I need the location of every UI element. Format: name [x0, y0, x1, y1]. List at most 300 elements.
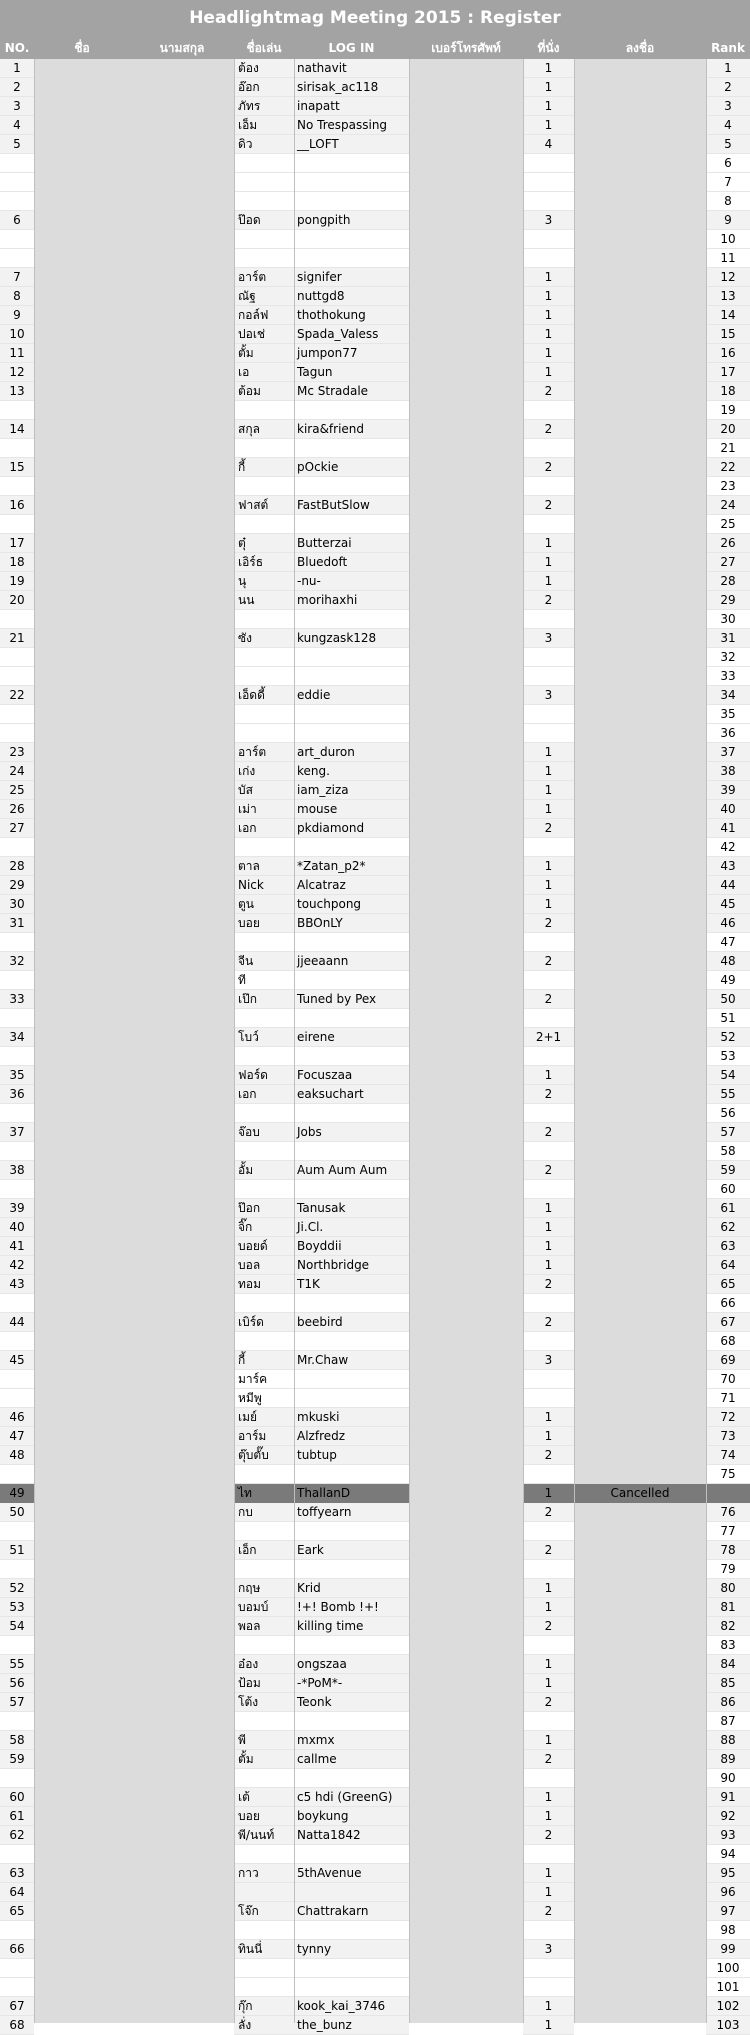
- rank: 31: [706, 629, 750, 648]
- login: eaksuchart: [294, 1085, 409, 1104]
- nickname: กบ: [234, 1503, 294, 1522]
- row-number: [0, 838, 34, 857]
- seats: [523, 154, 574, 173]
- row-number: [0, 1047, 34, 1066]
- seats: 1: [523, 59, 574, 78]
- row-number: 30: [0, 895, 34, 914]
- row-number: [0, 1294, 34, 1313]
- seats: 1: [523, 116, 574, 135]
- nickname: เมย์: [234, 1408, 294, 1427]
- rank: 58: [706, 1142, 750, 1161]
- login: [294, 1370, 409, 1389]
- seats: 1: [523, 1579, 574, 1598]
- rank: 100: [706, 1959, 750, 1978]
- seats: 1: [523, 1807, 574, 1826]
- table-row: [0, 1085, 750, 1104]
- login: tynny: [294, 1940, 409, 1959]
- row-number: 42: [0, 1256, 34, 1275]
- nickname: ตั้ม: [234, 1750, 294, 1769]
- rank: 19: [706, 401, 750, 420]
- nickname: เอ็ดดี้: [234, 686, 294, 705]
- seats: 1: [523, 2016, 574, 2035]
- row-number: 27: [0, 819, 34, 838]
- row-number: [0, 1959, 34, 1978]
- col-login-header: LOG IN: [294, 37, 409, 59]
- seats: 2: [523, 990, 574, 1009]
- row-number: 18: [0, 553, 34, 572]
- seats: [523, 610, 574, 629]
- login: inapatt: [294, 97, 409, 116]
- nickname: กอล์ฟ: [234, 306, 294, 325]
- rank: 45: [706, 895, 750, 914]
- login: nathavit: [294, 59, 409, 78]
- login: Krid: [294, 1579, 409, 1598]
- table-row: [0, 1465, 750, 1484]
- table-row: [0, 363, 750, 382]
- table-row: [0, 1997, 750, 2016]
- rank: 14: [706, 306, 750, 325]
- rank: 6: [706, 154, 750, 173]
- table-row: [0, 1978, 750, 1997]
- row-number: 53: [0, 1598, 34, 1617]
- nickname: [234, 1047, 294, 1066]
- rank: 57: [706, 1123, 750, 1142]
- rank: 53: [706, 1047, 750, 1066]
- seats: [523, 1370, 574, 1389]
- nickname: ลั่ง: [234, 2016, 294, 2035]
- login: Boyddii: [294, 1237, 409, 1256]
- rank: 83: [706, 1636, 750, 1655]
- login: 5thAvenue: [294, 1864, 409, 1883]
- row-number: [0, 724, 34, 743]
- nickname: มาร์ค: [234, 1370, 294, 1389]
- nickname: [234, 1294, 294, 1313]
- table-row: [0, 1788, 750, 1807]
- nickname: เอ็ม: [234, 116, 294, 135]
- row-number: 25: [0, 781, 34, 800]
- seats: 1: [523, 743, 574, 762]
- row-number: [0, 1522, 34, 1541]
- rank: 62: [706, 1218, 750, 1237]
- rank: 86: [706, 1693, 750, 1712]
- nickname: อ๊อก: [234, 78, 294, 97]
- rank: 46: [706, 914, 750, 933]
- row-number: 36: [0, 1085, 34, 1104]
- login: kungzask128: [294, 629, 409, 648]
- seats: [523, 933, 574, 952]
- rank: 95: [706, 1864, 750, 1883]
- table-row: [0, 1769, 750, 1788]
- seats: 1: [523, 800, 574, 819]
- seats: 2: [523, 591, 574, 610]
- table-row: [0, 1655, 750, 1674]
- row-number: 31: [0, 914, 34, 933]
- nickname: [234, 1959, 294, 1978]
- table-row: [0, 1959, 750, 1978]
- nickname: เอ: [234, 363, 294, 382]
- login: [294, 1104, 409, 1123]
- table-row: [0, 1028, 750, 1047]
- nickname: [234, 1883, 294, 1902]
- seats: 2: [523, 1275, 574, 1294]
- table-row: [0, 1636, 750, 1655]
- login: [294, 1009, 409, 1028]
- table-row: [0, 1598, 750, 1617]
- column-separator: [294, 59, 295, 2023]
- nickname: ฟอร์ด: [234, 1066, 294, 1085]
- seats: [523, 1142, 574, 1161]
- login: pongpith: [294, 211, 409, 230]
- nickname: นน: [234, 591, 294, 610]
- table-row: [0, 1883, 750, 1902]
- nickname: ปอเช่: [234, 325, 294, 344]
- login: Butterzai: [294, 534, 409, 553]
- table-row: [0, 211, 750, 230]
- rank: [706, 1484, 750, 1503]
- login: [294, 838, 409, 857]
- login: Mc Stradale: [294, 382, 409, 401]
- table-row: [0, 97, 750, 116]
- login: mxmx: [294, 1731, 409, 1750]
- table-row: [0, 1123, 750, 1142]
- login: kook_kai_3746: [294, 1997, 409, 2016]
- nickname: [234, 230, 294, 249]
- login: Tagun: [294, 363, 409, 382]
- rank: 59: [706, 1161, 750, 1180]
- row-number: [0, 1142, 34, 1161]
- row-number: 39: [0, 1199, 34, 1218]
- rank: 39: [706, 781, 750, 800]
- row-number: [0, 249, 34, 268]
- seats: 3: [523, 686, 574, 705]
- login: [294, 610, 409, 629]
- cancelled-note: Cancelled: [574, 1484, 706, 1503]
- table-row: [0, 819, 750, 838]
- row-number: [0, 173, 34, 192]
- rank: 76: [706, 1503, 750, 1522]
- column-separator: [234, 59, 235, 2023]
- rank: 69: [706, 1351, 750, 1370]
- table-row: [0, 1579, 750, 1598]
- rank: 67: [706, 1313, 750, 1332]
- table-row: [0, 515, 750, 534]
- seats: 2: [523, 1750, 574, 1769]
- login: nuttgd8: [294, 287, 409, 306]
- table-row: [0, 610, 750, 629]
- table-row: [0, 1731, 750, 1750]
- rank: 33: [706, 667, 750, 686]
- nickname: กุ๊ก: [234, 1997, 294, 2016]
- row-number: 17: [0, 534, 34, 553]
- nickname: [234, 1142, 294, 1161]
- table-row: [0, 857, 750, 876]
- table-row: [0, 933, 750, 952]
- row-number: 62: [0, 1826, 34, 1845]
- rank: 51: [706, 1009, 750, 1028]
- seats: 1: [523, 268, 574, 287]
- rank: 25: [706, 515, 750, 534]
- row-number: [0, 515, 34, 534]
- row-number: [0, 192, 34, 211]
- seats: [523, 1332, 574, 1351]
- seats: 2: [523, 1161, 574, 1180]
- row-number: [0, 1921, 34, 1940]
- row-number: 63: [0, 1864, 34, 1883]
- login: [294, 1959, 409, 1978]
- rank: 66: [706, 1294, 750, 1313]
- nickname: บอย: [234, 914, 294, 933]
- login: thothokung: [294, 306, 409, 325]
- login: [294, 401, 409, 420]
- table-row: [0, 629, 750, 648]
- seats: 1: [523, 1883, 574, 1902]
- seats: [523, 401, 574, 420]
- row-number: 32: [0, 952, 34, 971]
- nickname: [234, 1522, 294, 1541]
- seats: [523, 1712, 574, 1731]
- row-number: [0, 1104, 34, 1123]
- row-number: 1: [0, 59, 34, 78]
- table-row: [0, 1902, 750, 1921]
- table-row: [0, 1940, 750, 1959]
- row-number: 54: [0, 1617, 34, 1636]
- seats: 1: [523, 534, 574, 553]
- row-number: 43: [0, 1275, 34, 1294]
- table-row: [0, 1332, 750, 1351]
- login: No Trespassing: [294, 116, 409, 135]
- login: T1K: [294, 1275, 409, 1294]
- table-row: [0, 724, 750, 743]
- row-number: 60: [0, 1788, 34, 1807]
- rank: 54: [706, 1066, 750, 1085]
- login: Tuned by Pex: [294, 990, 409, 1009]
- row-number: 29: [0, 876, 34, 895]
- row-number: [0, 667, 34, 686]
- rank: 89: [706, 1750, 750, 1769]
- rank: 85: [706, 1674, 750, 1693]
- seats: [523, 515, 574, 534]
- row-number: 26: [0, 800, 34, 819]
- login: beebird: [294, 1313, 409, 1332]
- login: [294, 249, 409, 268]
- nickname: อ๋อง: [234, 1655, 294, 1674]
- row-number: [0, 971, 34, 990]
- rank: 1: [706, 59, 750, 78]
- nickname: ตุ๊บตั๊บ: [234, 1446, 294, 1465]
- rank: 97: [706, 1902, 750, 1921]
- row-number: [0, 1370, 34, 1389]
- seats: 2: [523, 420, 574, 439]
- row-number: 41: [0, 1237, 34, 1256]
- table-row: [0, 1218, 750, 1237]
- seats: 1: [523, 572, 574, 591]
- table-row: [0, 762, 750, 781]
- seats: 3: [523, 211, 574, 230]
- seats: 2: [523, 496, 574, 515]
- nickname: [234, 933, 294, 952]
- login: eirene: [294, 1028, 409, 1047]
- seats: 1: [523, 363, 574, 382]
- seats: [523, 173, 574, 192]
- nickname: [234, 1921, 294, 1940]
- column-separator: [34, 59, 35, 2023]
- rank: 23: [706, 477, 750, 496]
- row-number: 59: [0, 1750, 34, 1769]
- nickname: เบิร์ด: [234, 1313, 294, 1332]
- rank: 4: [706, 116, 750, 135]
- nickname: สกุล: [234, 420, 294, 439]
- rank: 43: [706, 857, 750, 876]
- rank: 40: [706, 800, 750, 819]
- seats: 1: [523, 1788, 574, 1807]
- nickname: [234, 192, 294, 211]
- login: mouse: [294, 800, 409, 819]
- row-number: [0, 1636, 34, 1655]
- seats: 1: [523, 1598, 574, 1617]
- rank: 29: [706, 591, 750, 610]
- table-row: [0, 667, 750, 686]
- login: [294, 705, 409, 724]
- nickname: บอล: [234, 1256, 294, 1275]
- seats: 1: [523, 895, 574, 914]
- rank: 73: [706, 1427, 750, 1446]
- nickname: ที: [234, 971, 294, 990]
- login: Aum Aum Aum: [294, 1161, 409, 1180]
- seats: [523, 1921, 574, 1940]
- rank: 103: [706, 2016, 750, 2035]
- row-number: 13: [0, 382, 34, 401]
- table-row: [0, 800, 750, 819]
- seats: [523, 648, 574, 667]
- table-row: [0, 1389, 750, 1408]
- table-row: [0, 1256, 750, 1275]
- nickname: [234, 1180, 294, 1199]
- login: BBOnLY: [294, 914, 409, 933]
- seats: 2: [523, 1902, 574, 1921]
- login: tubtup: [294, 1446, 409, 1465]
- rank: 44: [706, 876, 750, 895]
- login: Spada_Valess: [294, 325, 409, 344]
- table-row: [0, 876, 750, 895]
- rank: 55: [706, 1085, 750, 1104]
- row-number: 65: [0, 1902, 34, 1921]
- table-row: [0, 1408, 750, 1427]
- rank: 10: [706, 230, 750, 249]
- row-number: [0, 1389, 34, 1408]
- seats: 2: [523, 1541, 574, 1560]
- seats: 2: [523, 819, 574, 838]
- rank: 32: [706, 648, 750, 667]
- rank: 13: [706, 287, 750, 306]
- nickname: ป๊อด: [234, 211, 294, 230]
- login: [294, 1921, 409, 1940]
- login: art_duron: [294, 743, 409, 762]
- login: [294, 1332, 409, 1351]
- login: ongszaa: [294, 1655, 409, 1674]
- table-row: [0, 1807, 750, 1826]
- seats: [523, 1180, 574, 1199]
- login: killing time: [294, 1617, 409, 1636]
- login: pkdiamond: [294, 819, 409, 838]
- table-row: [0, 306, 750, 325]
- rank: 16: [706, 344, 750, 363]
- row-number: 67: [0, 1997, 34, 2016]
- table-row: [0, 1009, 750, 1028]
- table-row: [0, 1674, 750, 1693]
- login: Northbridge: [294, 1256, 409, 1275]
- login: Tanusak: [294, 1199, 409, 1218]
- row-number: 19: [0, 572, 34, 591]
- nickname: [234, 724, 294, 743]
- login: toffyearn: [294, 1503, 409, 1522]
- login: [294, 1047, 409, 1066]
- table-row: [0, 971, 750, 990]
- rank: 52: [706, 1028, 750, 1047]
- rank: 11: [706, 249, 750, 268]
- rank: 21: [706, 439, 750, 458]
- seats: 1: [523, 97, 574, 116]
- login: Alcatraz: [294, 876, 409, 895]
- login: [294, 1978, 409, 1997]
- rank: 35: [706, 705, 750, 724]
- login: jjeeaann: [294, 952, 409, 971]
- seats: 1: [523, 1199, 574, 1218]
- row-number: 8: [0, 287, 34, 306]
- row-number: 61: [0, 1807, 34, 1826]
- table-row: [0, 401, 750, 420]
- rank: 30: [706, 610, 750, 629]
- nickname: [234, 1009, 294, 1028]
- nickname: เก่ง: [234, 762, 294, 781]
- nickname: โบว์: [234, 1028, 294, 1047]
- rank: 34: [706, 686, 750, 705]
- nickname: กี้: [234, 1351, 294, 1370]
- row-number: [0, 705, 34, 724]
- seats: 1: [523, 287, 574, 306]
- rank: 82: [706, 1617, 750, 1636]
- rank: 48: [706, 952, 750, 971]
- login: [294, 230, 409, 249]
- seats: 3: [523, 629, 574, 648]
- login: [294, 173, 409, 192]
- table-row: [0, 1560, 750, 1579]
- login: [294, 724, 409, 743]
- row-number: [0, 1465, 34, 1484]
- login: sirisak_ac118: [294, 78, 409, 97]
- seats: 1: [523, 1408, 574, 1427]
- table-row: [0, 287, 750, 306]
- nickname: จีน: [234, 952, 294, 971]
- rank: 77: [706, 1522, 750, 1541]
- table-row: [0, 59, 750, 78]
- login: [294, 154, 409, 173]
- table-row: [0, 1446, 750, 1465]
- row-number: [0, 1180, 34, 1199]
- seats: [523, 1389, 574, 1408]
- table-row: [0, 743, 750, 762]
- nickname: บัส: [234, 781, 294, 800]
- rank: 27: [706, 553, 750, 572]
- table-row: [0, 1750, 750, 1769]
- row-number: 68: [0, 2016, 34, 2035]
- nickname: จิ๊ก: [234, 1218, 294, 1237]
- seats: 1: [523, 1731, 574, 1750]
- nickname: ตุ๋: [234, 534, 294, 553]
- seats: 4: [523, 135, 574, 154]
- table-row: [0, 1370, 750, 1389]
- seats: 2: [523, 458, 574, 477]
- nickname: อาร์ม: [234, 1427, 294, 1446]
